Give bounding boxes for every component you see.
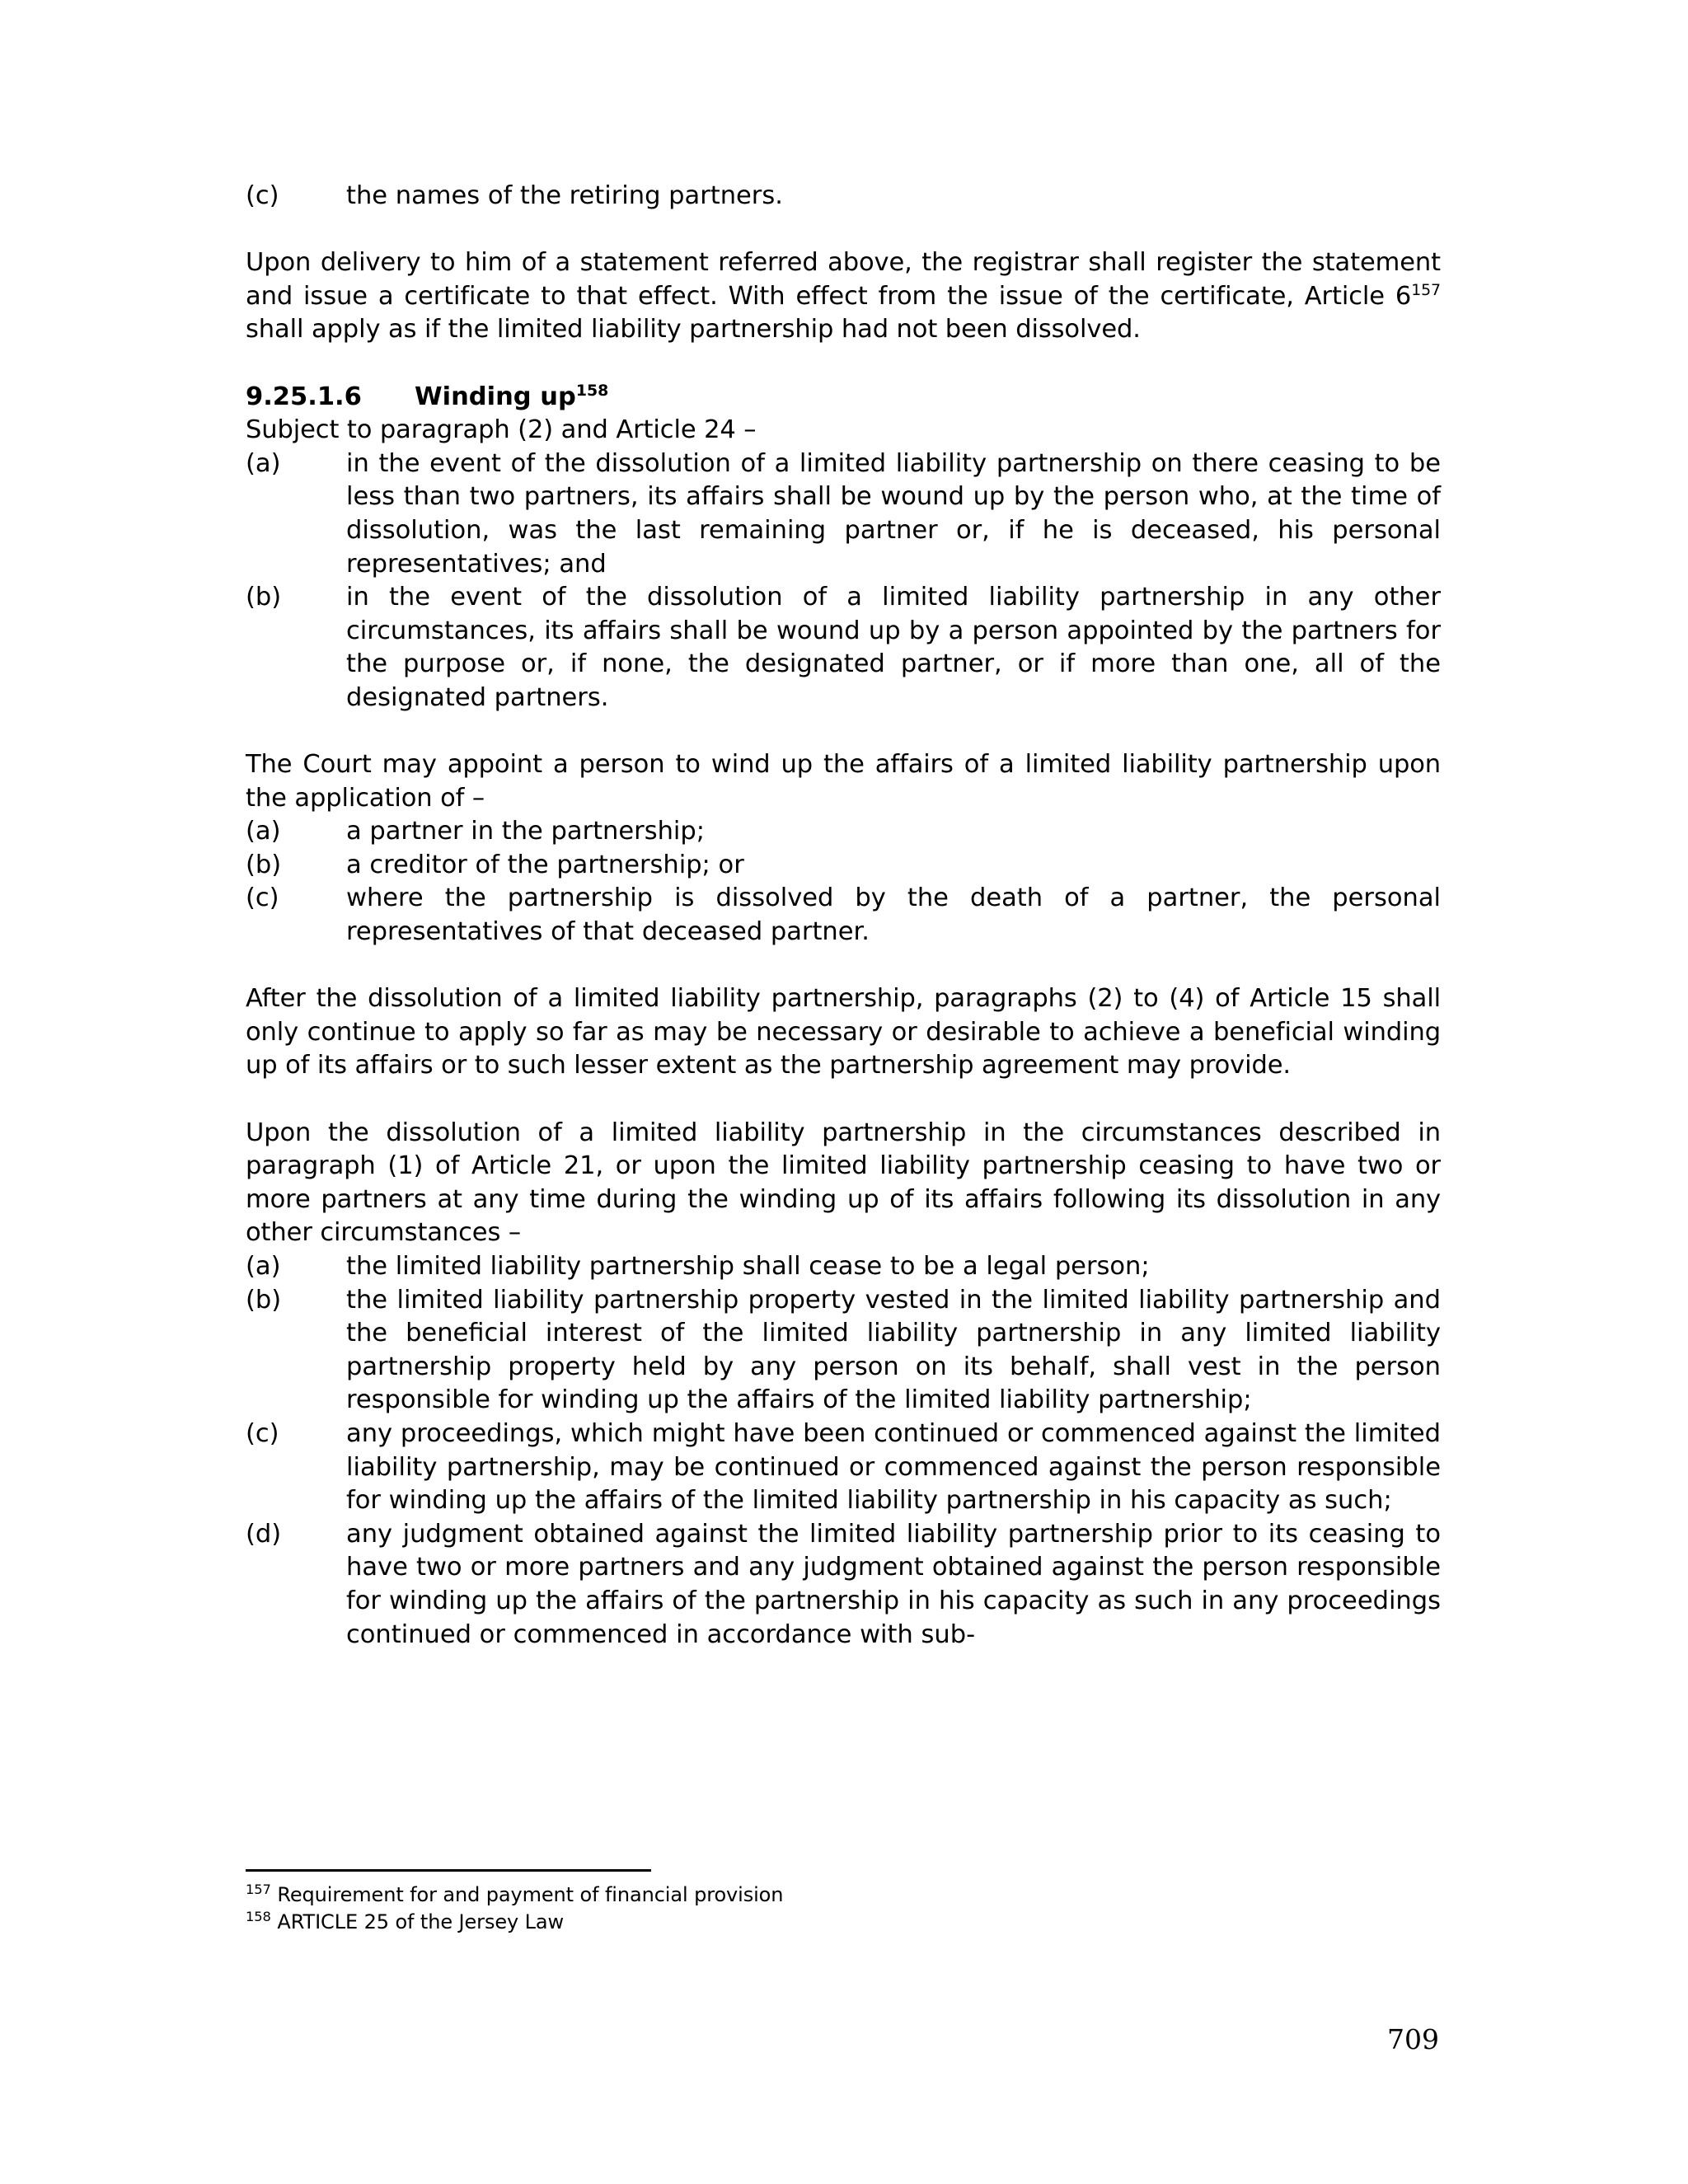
list-item [246,1418,1441,1518]
list-item-text: in the event of the dissolution of a limited liability partnership on there ceasing to be less than two partners, its affairs shall be wound up by the person who, at the time of dissolution, was the last remaining partner or, if he is deceased, his personal representatives; and [346,448,1441,579]
footnote-number: 157 [246,1882,271,1897]
list-item [246,1518,1441,1652]
paragraph-after-dissolution: After the dissolution of a limited liability partnership, paragraphs (2) to (4) of Article 15 shall only continue to apply so far as may be necessary or desirable to achieve a beneficial winding up of its affairs or to such lesser extent as the partnership agreement may provide. [246,984,1441,1080]
paragraph-registrar [246,246,1441,347]
list-item-text: the limited liability partnership property vested in the limited liability partnership and the beneficial interest of the limited liability partnership in any limited liability partnership property held by any person on its behalf, shall vest in the person responsible for winding up the affairs of the limited liability partnership; [346,1285,1441,1415]
list-item-label: (a) [246,1252,281,1281]
list-item-text: where the partnership is dissolved by the death of a partner, the personal representatives of that deceased partner. [346,883,1441,947]
list-item-text: any judgment obtained against the limited liability partnership prior to its ceasing to have two or more partners and any judgment obtained against the person responsible for winding up the affairs of the partnership in his capacity as such in any proceedings continued or commenced in accordance with sub- [346,1519,1441,1649]
list-item [246,180,1441,213]
paragraph-spacer [246,213,1441,247]
list-item-label: (c) [246,181,279,210]
paragraph-spacer [246,715,1441,749]
paragraph-subject: Subject to paragraph (2) and Article 24 – [246,415,757,445]
list-item-text: the limited liability partnership shall cease to be a legal person; [346,1252,1150,1281]
paragraph-registrar-part1: Upon delivery to him of a statement referred above, the registrar shall register the statement and issue a certificate to that effect. With effect from the issue of the certificate, Article 6 [246,248,1441,311]
list-item-label: (a) [246,817,281,846]
footnote-area [246,1869,1441,1936]
list-item-text: the names of the retiring partners. [346,181,783,210]
list-item-label: (d) [246,1519,282,1549]
list-item [246,882,1441,949]
list-item-label: (b) [246,583,282,612]
footnote-number: 158 [246,1909,271,1924]
paragraph-court-appoint: The Court may appoint a person to wind up the affairs of a limited liability partnership upon the application of – [246,750,1441,813]
footnote-text: Requirement for and payment of financial provision [277,1883,784,1906]
list-item-text: a partner in the partnership; [346,817,706,846]
list-item-text: any proceedings, which might have been continued or commenced against the limited liability partnership, may be continued or commenced against the person responsible for winding up the affairs of the limited liability partnership in his capacity as such; [346,1418,1441,1516]
list-item [246,815,1441,849]
paragraph-registrar-part2: shall apply as if the limited liability partnership had not been dissolved. [246,315,1141,344]
list-winding-up [246,448,1441,715]
footnote-158 [246,1909,1441,1936]
list-item [246,1250,1441,1284]
section-heading-title [415,381,608,415]
footnote-ref-157[interactable]: 157 [1411,280,1441,299]
paragraph-spacer [246,949,1441,983]
list-item [246,581,1441,715]
page-number: 709 [1387,2023,1439,2055]
list-item [246,448,1441,581]
list-item-label: (c) [246,883,279,913]
list-item-label: (a) [246,448,281,478]
list-item [246,1284,1441,1418]
paragraph-spacer [246,347,1441,381]
footnote-ref-158[interactable]: 158 [575,381,609,400]
footnote-separator-rule [246,1869,651,1872]
list-item-text: in the event of the dissolution of a limited liability partnership in any other circumstances, its affairs shall be wound up by a person appointed by the partners for the purpose or, if none, the designated partner, or if more than one, all of the designated partners. [346,583,1441,712]
list-dissolution-consequences [246,1250,1441,1652]
list-court-applicants [246,815,1441,949]
list-item-text: a creditor of the partnership; or [346,850,744,879]
paragraph-spacer [246,1083,1441,1117]
section-heading-number: 9.25.1.6 [246,382,362,411]
list-item [246,849,1441,883]
footnote-text: ARTICLE 25 of the Jersey Law [277,1910,565,1933]
paragraph-upon-dissolution: Upon the dissolution of a limited liability partnership in the circumstances described in paragraph (1) of Article 21, or upon the limited liability partnership ceasing to have two or more partners at any time during the winding up of its affairs following its dissolution in any other circumstances – [246,1118,1441,1248]
list-item-label: (b) [246,1285,282,1315]
section-heading [246,381,1441,415]
list-item-label: (c) [246,1418,279,1448]
footnote-157 [246,1882,1441,1909]
section-heading-title-text: Winding up [415,382,576,411]
page-content [246,180,1441,1652]
list-item-label: (b) [246,850,282,879]
